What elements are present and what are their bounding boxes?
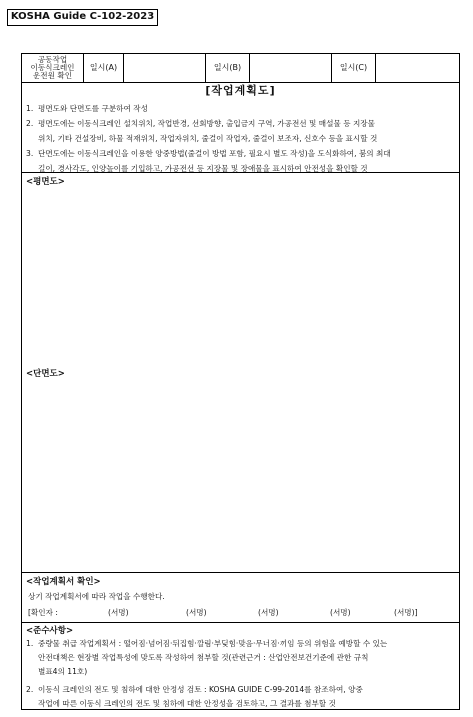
compliance-item bbox=[26, 683, 458, 711]
date-c-label: 일시(C) bbox=[332, 54, 376, 82]
section-view-drawing-area[interactable] bbox=[22, 379, 459, 569]
divider bbox=[22, 622, 459, 623]
confirm-label-line: 운전원 확인 bbox=[32, 71, 73, 80]
item-text: 단면도에는 이동식크레인을 이용한 양중방법(줄걸이 방법 포함, 필요시 별도 작성)을 도식화하여, 붐의 최대 bbox=[38, 149, 391, 158]
item-text: 작업에 따른 이동식 크레인의 전도 및 침하에 대한 안정성을 검토하고, 그 결과를 첨부할 것 bbox=[38, 699, 336, 708]
date-a-value-cell[interactable] bbox=[124, 54, 206, 82]
item-text: 중량물 취급 작업계획서 : 떨어짐·넘어짐·뒤집힘·깔림·부딪힘·맞음·무너짐·끼임 등의 위험을 예방할 수 있는 bbox=[38, 639, 388, 648]
item-text: 길이, 경사각도, 인양높이를 기입하고, 가공전선 등 지장물 및 장애물을 표시하여 안전성을 확인할 것 bbox=[38, 164, 368, 173]
item-text: 평면도와 단면도를 구분하여 작성 bbox=[38, 104, 148, 113]
plan-instruction-item bbox=[26, 116, 458, 146]
date-a-label: 일시(A) bbox=[84, 54, 124, 82]
confirm-label-line: 공동작업 bbox=[37, 55, 68, 64]
signature-field[interactable]: (서명)] bbox=[394, 608, 418, 617]
divider bbox=[22, 572, 459, 573]
confirm-statement: 상기 작업계획서에 따라 작업을 수행한다. bbox=[28, 592, 165, 601]
signature-field[interactable]: (서명) bbox=[186, 608, 207, 617]
confirm-label-line: 이동식크레인 bbox=[30, 63, 75, 72]
compliance-item bbox=[26, 637, 458, 679]
plan-view-drawing-area[interactable] bbox=[22, 187, 459, 363]
compliance-section-label: <준수사항> bbox=[26, 626, 74, 636]
crane-operator-confirm-cell bbox=[22, 54, 84, 82]
item-number: 2. bbox=[26, 685, 34, 694]
date-b-value-cell[interactable] bbox=[250, 54, 332, 82]
work-plan-form bbox=[21, 53, 460, 710]
signature-field[interactable]: (서명) bbox=[330, 608, 351, 617]
plan-instruction-item bbox=[26, 101, 458, 116]
guide-code-label: KOSHA Guide C-102-2023 bbox=[7, 9, 158, 26]
date-b-label: 일시(B) bbox=[206, 54, 250, 82]
item-text: 별표4의 11호) bbox=[38, 667, 88, 676]
plan-view-label: <평면도> bbox=[26, 177, 65, 187]
confirm-section-label: <작업계획서 확인> bbox=[26, 577, 101, 587]
plan-instructions bbox=[26, 101, 458, 176]
divider bbox=[22, 172, 459, 173]
item-number: 2. bbox=[26, 119, 34, 128]
date-c-value-cell[interactable] bbox=[376, 54, 459, 82]
item-text: 이동식 크레인의 전도 및 침하에 대한 안정성 검토 : KOSHA GUIDE C-99-2014를 참조하여, 양중 bbox=[38, 685, 363, 694]
signature-field[interactable]: (서명) bbox=[108, 608, 129, 617]
item-text: 안전대책은 현장별 작업특성에 맞도록 작성하여 첨부할 것(관련근거 : 산업안전보건기준에 관한 규칙 bbox=[38, 653, 369, 662]
item-number: 1. bbox=[26, 104, 34, 113]
item-text: 평면도에는 이동식크레인 설치위치, 작업반경, 선회방향, 출입금지 구역, 가공전선 및 매설물 등 지장물 bbox=[38, 119, 375, 128]
header-row bbox=[22, 54, 459, 83]
item-number: 1. bbox=[26, 639, 34, 648]
plan-title: [작업계획도] bbox=[205, 84, 276, 97]
section-view-label: <단면도> bbox=[26, 369, 65, 379]
signature-row bbox=[26, 607, 458, 619]
item-number: 3. bbox=[26, 149, 34, 158]
confirmer-label: [확인자 : bbox=[28, 608, 58, 617]
item-text: 위치, 기타 건설장비, 하물 적재위치, 작업자위치, 줄걸이 작업자, 줄걸이 보조자, 신호수 등을 표시할 것 bbox=[38, 134, 378, 143]
signature-field[interactable]: (서명) bbox=[258, 608, 279, 617]
compliance-list bbox=[26, 637, 458, 715]
